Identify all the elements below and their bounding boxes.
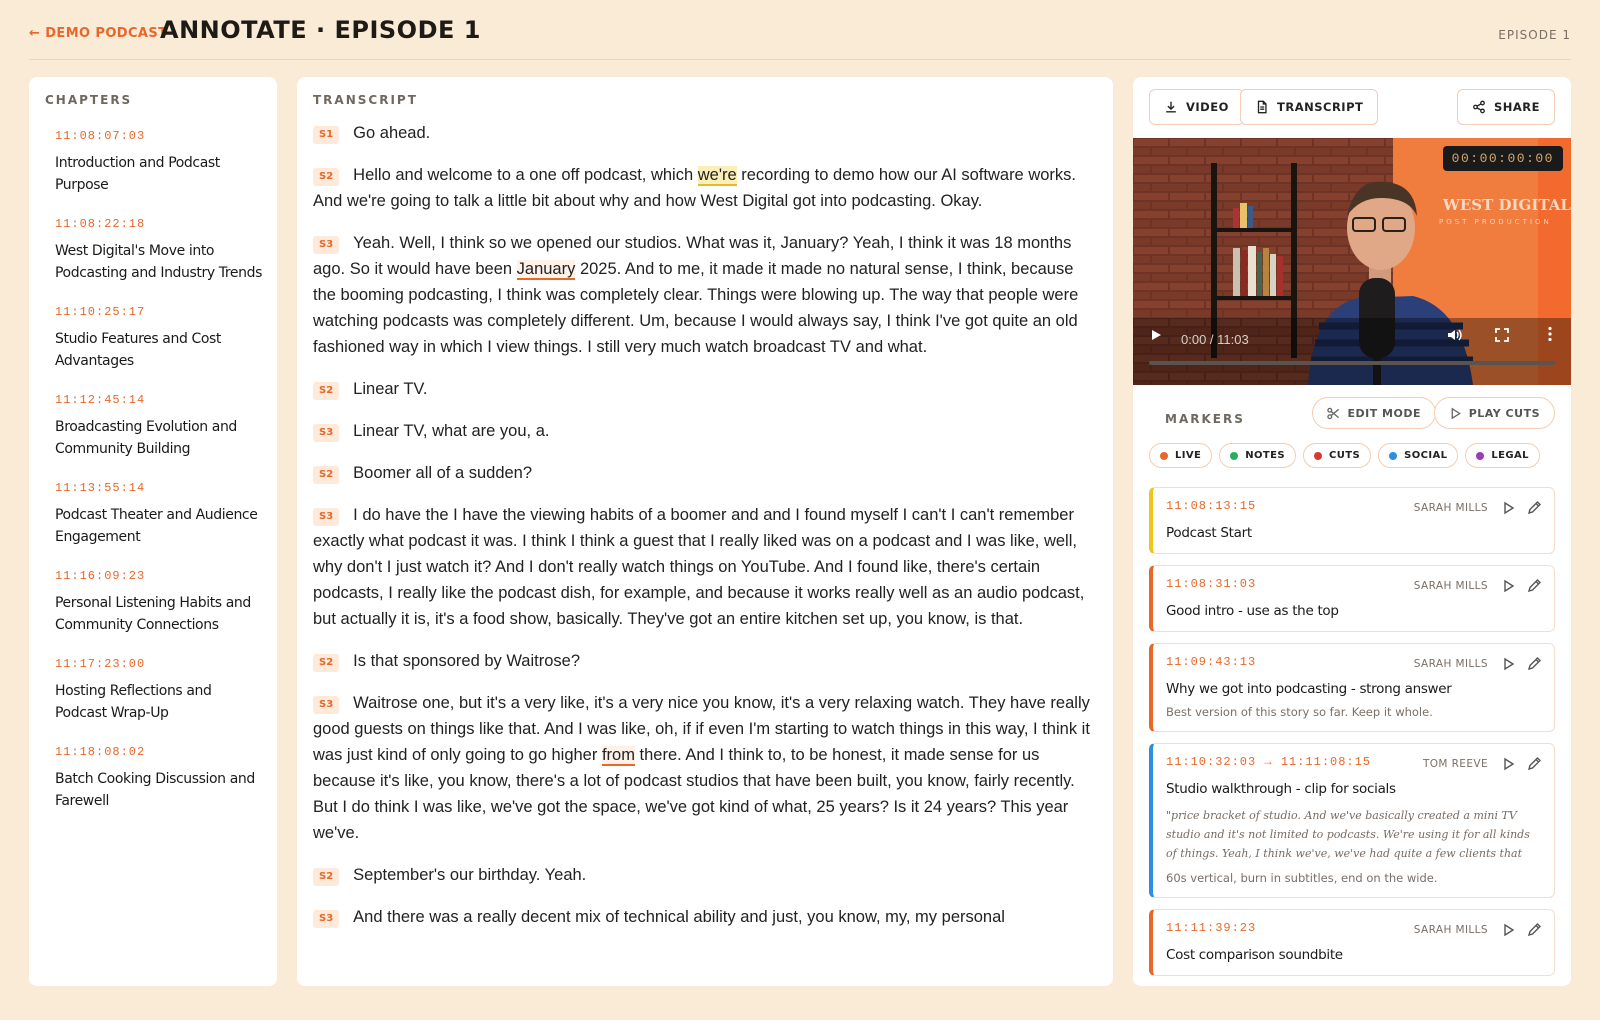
- transcript-paragraph: [313, 862, 1097, 888]
- marker-card[interactable]: [1149, 909, 1555, 976]
- transcript-paragraph: [313, 120, 1097, 146]
- marker-card[interactable]: [1149, 643, 1555, 732]
- download-video-label: VIDEO: [1186, 100, 1229, 114]
- video-progress-bar[interactable]: [1149, 361, 1555, 365]
- play-marker-icon[interactable]: [1500, 756, 1516, 772]
- transcript-heading: TRANSCRIPT: [313, 93, 418, 107]
- chapter-item[interactable]: [55, 657, 263, 724]
- chapter-title: Batch Cooking Discussion and Farewell: [55, 771, 255, 809]
- highlighted-word[interactable]: January: [516, 260, 576, 278]
- marker-title: Studio walkthrough - clip for socials: [1166, 781, 1396, 797]
- notes-color-dot: [1230, 452, 1238, 460]
- speaker-badge[interactable]: S1: [313, 126, 339, 144]
- speaker-badge[interactable]: S2: [313, 654, 339, 672]
- play-marker-icon[interactable]: [1500, 578, 1516, 594]
- transcript-text[interactable]: Go ahead.: [353, 124, 431, 142]
- edit-marker-icon[interactable]: [1526, 922, 1542, 938]
- chapters-heading: CHAPTERS: [45, 93, 133, 107]
- marker-title: Cost comparison soundbite: [1166, 947, 1343, 963]
- volume-icon[interactable]: [1447, 328, 1463, 347]
- transcript-panel: [297, 77, 1113, 986]
- speaker-badge[interactable]: S3: [313, 910, 339, 928]
- transcript-text[interactable]: September's our birthday. Yeah.: [353, 866, 587, 884]
- transcript-text[interactable]: there. And I think to, to be honest, it made sense for us because it's like, you know, there's a lot of podcast studios that have been built, you know, fairly recently. But I do think I was like, we've got the space, we've got kind of what, 25 years? Is it 24 years? This year we've.: [313, 746, 1075, 842]
- download-transcript-button[interactable]: [1240, 89, 1378, 125]
- transcript-text[interactable]: I do have the I have the viewing habits of a boomer and and I found myself I can't I can't remember exactly what podcast it was. I think I think a guest that I really liked was on a podcast and I was like, well, why don't I just watch it? And I don't really watch things on YouTube. And I found like, there's certain podcasts, I really like the podcast dish, for example, and because it works really well as an audio podcast, but actually it is, it's a food show, basically. They've got an entire kitchen set up, you know, is that.: [313, 506, 1085, 628]
- transcript-paragraph: [313, 502, 1097, 632]
- transcript-paragraph: [313, 418, 1097, 444]
- chapter-item[interactable]: [55, 129, 263, 196]
- play-outline-icon: [1449, 407, 1462, 420]
- speaker-badge[interactable]: S3: [313, 696, 339, 714]
- chapter-title: Studio Features and Cost Advantages: [55, 331, 222, 369]
- transcript-text[interactable]: Linear TV.: [353, 380, 428, 398]
- speaker-badge[interactable]: S3: [313, 236, 339, 254]
- speaker-badge[interactable]: S2: [313, 382, 339, 400]
- svg-text:WEST DIGITAL: WEST DIGITAL: [1443, 196, 1571, 214]
- marker-title: Why we got into podcasting - strong answer: [1166, 681, 1452, 697]
- chapter-timestamp: 11:08:07:03: [55, 129, 146, 143]
- transcript-text[interactable]: Hello and welcome to a one off podcast, which: [353, 166, 698, 184]
- marker-title: Podcast Start: [1166, 525, 1252, 541]
- chapter-timestamp: 11:08:22:18: [55, 217, 146, 231]
- transcript-text[interactable]: Yeah. Well, I think so we opened our studios. What was it, January? Yeah, I think it was 18 months ago. So it would have been: [313, 234, 1072, 278]
- filter-label: LIVE: [1175, 450, 1202, 461]
- play-cuts-label: PLAY CUTS: [1468, 406, 1540, 420]
- filter-cuts[interactable]: [1303, 443, 1371, 468]
- transcript-paragraph: [313, 690, 1097, 846]
- chapter-item[interactable]: [55, 481, 263, 548]
- marker-list: [1149, 487, 1555, 986]
- chapter-title: West Digital's Move into Podcasting and Industry Trends: [55, 243, 262, 281]
- play-marker-icon[interactable]: [1500, 922, 1516, 938]
- export-toolbar: [1149, 89, 1555, 125]
- chapter-timestamp: 11:10:25:17: [55, 305, 146, 319]
- chapter-item[interactable]: [55, 745, 263, 812]
- transcript-paragraph: [313, 904, 1097, 930]
- share-icon: [1472, 100, 1486, 114]
- speaker-badge[interactable]: S3: [313, 508, 339, 526]
- scissors-icon: [1327, 407, 1340, 420]
- marker-author: SARAH MILLS: [1413, 502, 1488, 514]
- document-icon: [1255, 100, 1269, 114]
- play-icon[interactable]: [1149, 328, 1163, 347]
- play-cuts-button[interactable]: [1434, 397, 1555, 429]
- marker-card[interactable]: [1149, 743, 1555, 898]
- marker-author: TOM REEVE: [1422, 758, 1488, 770]
- filter-legal[interactable]: [1465, 443, 1540, 468]
- transcript-paragraph: [313, 460, 1097, 486]
- chapter-title: Personal Listening Habits and Community Connections: [55, 595, 251, 633]
- fullscreen-icon[interactable]: [1495, 328, 1509, 347]
- transcript-text[interactable]: Boomer all of a sudden?: [353, 464, 533, 482]
- video-player[interactable]: [1133, 138, 1571, 385]
- edit-marker-icon[interactable]: [1526, 500, 1542, 516]
- transcript-paragraph: [313, 648, 1097, 674]
- edit-marker-icon[interactable]: [1526, 656, 1542, 672]
- chapter-timestamp: 11:13:55:14: [55, 481, 146, 495]
- more-options-icon[interactable]: [1547, 326, 1553, 347]
- markers-heading: MARKERS: [1165, 412, 1245, 426]
- chapters-panel: [29, 77, 277, 986]
- top-bar: [29, 0, 1571, 60]
- share-label: SHARE: [1493, 100, 1540, 114]
- marker-quote: "price bracket of studio. And we've basically created a mini TV studio and it's not limited to podcasts. We're using it for all kinds of things. Yeah, I think we've, we've had quite a few clients that: [1166, 809, 1530, 860]
- play-marker-icon[interactable]: [1500, 500, 1516, 516]
- edit-mode-label: EDIT MODE: [1347, 406, 1421, 420]
- filter-label: LEGAL: [1491, 450, 1529, 461]
- chapter-title: Hosting Reflections and Podcast Wrap-Up: [55, 683, 212, 721]
- edit-marker-icon[interactable]: [1526, 756, 1542, 772]
- edit-mode-button[interactable]: [1312, 397, 1436, 429]
- marker-note: 60s vertical, burn in subtitles, end on the wide.: [1166, 871, 1438, 885]
- edit-marker-icon[interactable]: [1526, 578, 1542, 594]
- filter-label: NOTES: [1245, 450, 1285, 461]
- transcript-paragraph: [313, 376, 1097, 402]
- filter-label: CUTS: [1329, 450, 1361, 461]
- transcript-text[interactable]: 2025. And to me, it made it made no natural sense, I think, because the booming podcasting, I think was completely clear. Things were blowing up. The way that people were watching podcasts was completely different. Um, because I would always say, I think I've got quite an old fashioned way in which I view things. I still very much watch broadcast TV and what.: [313, 260, 1079, 356]
- marker-filters: [1149, 443, 1555, 468]
- transcript-body: [313, 120, 1097, 946]
- chapter-item[interactable]: [55, 305, 263, 372]
- player-markers-panel: [1133, 77, 1571, 986]
- download-icon: [1164, 100, 1178, 114]
- social-color-dot: [1389, 452, 1397, 460]
- transcript-text[interactable]: And there was a really decent mix of technical ability and just, you know, my, my personal: [353, 908, 1005, 926]
- marker-author: SARAH MILLS: [1413, 658, 1488, 670]
- speaker-badge[interactable]: S2: [313, 466, 339, 484]
- play-marker-icon[interactable]: [1500, 656, 1516, 672]
- chapter-item[interactable]: [55, 569, 263, 636]
- transcript-text[interactable]: Waitrose one, but it's a very like, it's a very nice you know, it's a very relaxing watch. They have really good guests on things like that. And I was like, oh, if if even I'm starting to watch things in this way, I think it was just kind of only going to go higher: [313, 694, 1090, 764]
- marker-timestamp: 11:08:31:03: [1166, 577, 1257, 591]
- cuts-color-dot: [1314, 452, 1322, 460]
- chapter-list: [55, 129, 263, 833]
- filter-notes[interactable]: [1219, 443, 1296, 468]
- svg-text:POST PRODUCTION: POST PRODUCTION: [1439, 218, 1552, 226]
- filter-live[interactable]: [1149, 443, 1212, 468]
- filter-social[interactable]: [1378, 443, 1458, 468]
- chapter-title: Broadcasting Evolution and Community Building: [55, 419, 237, 457]
- chapter-title: Introduction and Podcast Purpose: [55, 155, 220, 193]
- back-to-podcast-link[interactable]: ← DEMO PODCAST: [29, 26, 168, 41]
- speaker-badge[interactable]: S3: [313, 424, 339, 442]
- transcript-paragraph: [313, 162, 1097, 214]
- speaker-badge[interactable]: S2: [313, 168, 339, 186]
- marker-card[interactable]: [1149, 487, 1555, 554]
- chapter-title: Podcast Theater and Audience Engagement: [55, 507, 258, 545]
- marker-timestamp: 11:08:13:15: [1166, 499, 1257, 513]
- episode-label: EPISODE 1: [1498, 28, 1571, 42]
- chapter-item[interactable]: [55, 217, 263, 284]
- transcript-text[interactable]: Linear TV, what are you, a.: [353, 422, 550, 440]
- download-video-button[interactable]: [1149, 89, 1244, 125]
- filter-label: SOCIAL: [1404, 450, 1448, 461]
- page-title: ANNOTATE · EPISODE 1: [160, 16, 481, 44]
- highlighted-word[interactable]: from: [601, 746, 635, 764]
- marker-title: Good intro - use as the top: [1166, 603, 1339, 619]
- marker-timestamp: 11:11:39:23: [1166, 921, 1257, 935]
- download-transcript-label: TRANSCRIPT: [1277, 100, 1364, 114]
- highlighted-word[interactable]: we're: [697, 166, 737, 184]
- speaker-badge[interactable]: S2: [313, 868, 339, 886]
- chapter-item[interactable]: [55, 393, 263, 460]
- legal-color-dot: [1476, 452, 1484, 460]
- chapter-timestamp: 11:18:08:02: [55, 745, 146, 759]
- marker-card[interactable]: [1149, 565, 1555, 632]
- marker-author: SARAH MILLS: [1413, 924, 1488, 936]
- live-color-dot: [1160, 452, 1168, 460]
- video-controls: [1133, 321, 1571, 385]
- marker-note: Best version of this story so far. Keep it whole.: [1166, 705, 1433, 719]
- transcript-text[interactable]: recording to demo how our AI software works. And we're going to talk a little bit about why and how West Digital got into podcasting. Okay.: [313, 166, 1076, 210]
- chapter-timestamp: 11:12:45:14: [55, 393, 146, 407]
- transcript-paragraph: [313, 230, 1097, 360]
- video-time: 0:00 / 11:03: [1181, 332, 1249, 347]
- chapter-timestamp: 11:17:23:00: [55, 657, 146, 671]
- marker-timestamp: 11:09:43:13: [1166, 655, 1257, 669]
- chapter-timestamp: 11:16:09:23: [55, 569, 146, 583]
- marker-author: SARAH MILLS: [1413, 580, 1488, 592]
- share-button[interactable]: [1457, 89, 1555, 125]
- video-timecode: 00:00:00:00: [1443, 146, 1563, 171]
- transcript-text[interactable]: Is that sponsored by Waitrose?: [353, 652, 581, 670]
- marker-timestamp: 11:10:32:03 → 11:11:08:15: [1166, 755, 1372, 769]
